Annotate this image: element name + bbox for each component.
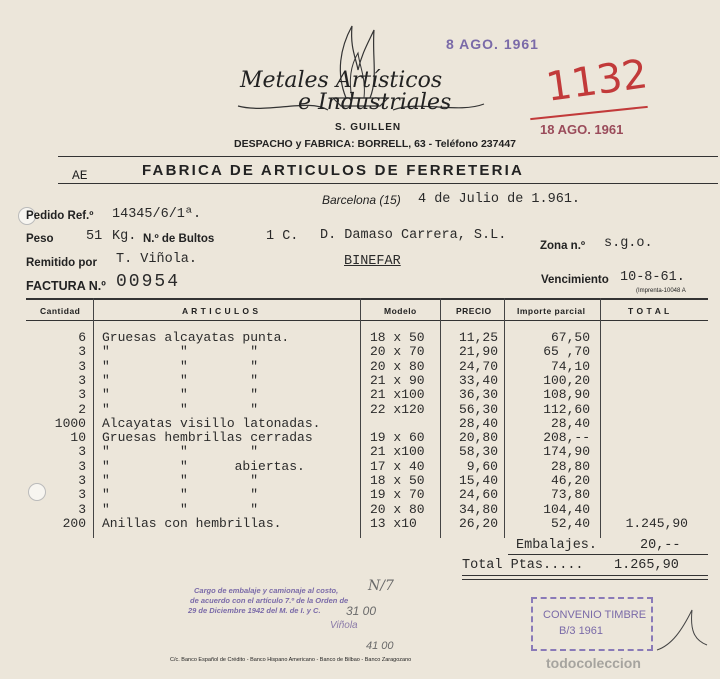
zona-value: s.g.o. (604, 236, 653, 251)
remitido-label: Remitido por (26, 257, 97, 269)
cell-qty: 200 (62, 515, 86, 531)
col-head-articles: A R T I C U L O S (182, 306, 259, 316)
company-tagline: FABRICA DE ARTICULOS DE FERRETERIA (142, 162, 525, 179)
cell-model: 18 x 50 (370, 473, 425, 488)
total-rule-2 (462, 579, 708, 580)
cell-qty: 3 (78, 444, 86, 460)
client-name: D. Damaso Carrera, S.L. (320, 228, 507, 243)
cargo-note-line-1: Cargo de embalaje y camionaje al costo, (194, 586, 339, 595)
brand-line-2: e Industriales (298, 90, 452, 115)
red-underline (530, 106, 648, 120)
zona-label: Zona n.º (540, 240, 586, 252)
cell-model: 20 x 80 (370, 358, 425, 374)
pencil-note-1: N/7 (368, 578, 394, 594)
cargo-note-line-3: 29 de Diciembre 1942 del M. de I. y C. (188, 606, 321, 615)
cell-model: 20 x 70 (370, 344, 425, 360)
red-date-stamp: 18 AGO. 1961 (540, 122, 624, 137)
cell-qty: 1000 (54, 415, 86, 431)
cell-amount: 65 ,70 (543, 344, 590, 360)
cell-amount: 112,60 (543, 401, 590, 417)
table-row (0, 473, 720, 487)
cell-model: 20 x 80 (370, 501, 425, 517)
col-head-model: Modelo (384, 306, 417, 316)
cell-price: 58,30 (458, 444, 498, 460)
cell-price: 11,25 (458, 330, 498, 345)
peso-unit: Kg. (112, 229, 137, 244)
cell-model: 19 x 70 (370, 487, 425, 503)
company-address: DESPACHO y FABRICA: BORRELL, 63 - Teléfono 237447 (234, 138, 516, 150)
place-printed: Barcelona (15) (322, 193, 401, 207)
total-value: 1.265,90 (614, 558, 679, 573)
table-row (0, 487, 720, 501)
cargo-note-line-2: de acuerdo con el artículo 7.º de la Orden de (190, 596, 349, 605)
embalajes-value: 20,-- (640, 538, 681, 553)
cell-price: 34,80 (458, 501, 498, 517)
cell-model: 22 x120 (370, 401, 425, 417)
invoice-date: 4 de Julio de 1.961. (418, 192, 581, 207)
col-head-total: T O T A L (628, 306, 670, 316)
vencimiento-label: Vencimiento (541, 274, 609, 286)
table-row (0, 330, 720, 344)
convenio-line-2: B/3 1961 (559, 625, 604, 637)
watermark: todocoleccion (546, 655, 641, 671)
cell-model: 19 x 60 (370, 430, 425, 446)
cell-qty: 6 (78, 330, 86, 345)
owner-name: S. GUILLEN (335, 122, 402, 133)
cell-price: 21,90 (458, 344, 498, 360)
cell-article: Alcayatas visillo latonadas. (102, 415, 321, 431)
cell-qty: 10 (70, 430, 86, 446)
table-row (0, 402, 720, 416)
cell-model: 21 x 90 (370, 372, 425, 388)
cell-price: 15,40 (458, 473, 498, 488)
cell-price: 56,30 (458, 401, 498, 417)
table-row (0, 359, 720, 373)
cell-price: 20,80 (458, 430, 498, 446)
convenio-line-1: CONVENIO TIMBRE (543, 609, 647, 621)
cell-article: " " " (102, 501, 259, 517)
table-row (0, 387, 720, 401)
printer-code: (Imprenta-10048 A (636, 288, 686, 294)
convenio-timbre-stamp (531, 597, 653, 651)
cell-article: " " " (102, 344, 259, 360)
company-logo (228, 18, 488, 118)
header-rule-bottom (58, 183, 718, 184)
cell-amount: 73,80 (550, 487, 590, 503)
cell-article: Gruesas alcayatas punta. (102, 330, 290, 345)
cell-price: 33,40 (458, 372, 498, 388)
table-row (0, 444, 720, 458)
table-head-rule (26, 320, 708, 321)
cell-article: " " " (102, 358, 259, 374)
cell-price: 24,70 (458, 358, 498, 374)
header-rule-top (58, 156, 718, 157)
cell-price: 24,60 (458, 487, 498, 503)
table-row (0, 430, 720, 444)
cell-article: " " " (102, 401, 259, 417)
cell-price: 28,40 (458, 415, 498, 431)
vencimiento-value: 10-8-61. (620, 270, 685, 285)
col-head-qty: Cantidad (40, 306, 81, 316)
bultos-value: 1 C. (266, 229, 299, 244)
cell-price: 36,30 (458, 387, 498, 403)
cell-article: Anillas con hembrillas. (102, 515, 282, 531)
cell-amount: 100,20 (543, 372, 590, 388)
cell-article: " " " (102, 372, 259, 388)
cell-model: 17 x 40 (370, 458, 425, 474)
col-head-price: PRECIO (456, 306, 492, 316)
cell-qty: 3 (78, 344, 86, 360)
col-head-amount: Importe parcial (517, 306, 586, 316)
cell-article: Gruesas hembrillas cerradas (102, 430, 313, 446)
cell-amount: 28,40 (550, 415, 590, 431)
cell-model: 18 x 50 (370, 330, 425, 345)
cell-qty: 3 (78, 358, 86, 374)
cell-amount: 46,20 (550, 473, 590, 488)
cell-article: " " " (102, 444, 259, 460)
brand-line-1: Metales Artísticos (240, 68, 443, 93)
cell-qty: 2 (78, 401, 86, 417)
bultos-label: N.º de Bultos (143, 233, 215, 245)
total-rule-1 (462, 575, 708, 576)
embalajes-label: Embalajes. (516, 538, 598, 553)
ae-mark: AE (72, 168, 88, 183)
cell-qty: 3 (78, 501, 86, 517)
cell-total: 1.245,90 (625, 515, 688, 531)
red-handwritten-number: 1132 (543, 51, 651, 111)
table-row (0, 373, 720, 387)
pedido-value: 14345/6/1ª. (112, 207, 202, 222)
pencil-name: Viñola (330, 620, 358, 631)
table-row (0, 416, 720, 430)
cell-amount: 74,10 (550, 358, 590, 374)
factura-value: 00954 (116, 272, 181, 292)
cell-price: 9,60 (466, 458, 498, 474)
table-top-rule (26, 298, 708, 300)
peso-value: 51 (86, 229, 103, 244)
peso-label: Peso (26, 233, 54, 245)
cell-article: " " " (102, 473, 259, 488)
pencil-note-3: 41 00 (366, 640, 394, 652)
cell-model: 21 x100 (370, 387, 425, 403)
pencil-note-2: 31 00 (346, 604, 377, 618)
cell-amount: 67,50 (550, 330, 590, 345)
pedido-label: Pedido Ref.º (26, 210, 94, 222)
cell-qty: 3 (78, 487, 86, 503)
cell-amount: 104,40 (543, 501, 590, 517)
total-label: Total Ptas..... (462, 558, 584, 573)
cell-article: " " " (102, 387, 259, 403)
cell-model: 13 x10 (370, 515, 417, 531)
cell-qty: 3 (78, 387, 86, 403)
cell-qty: 3 (78, 458, 86, 474)
cell-article: " " abiertas. (102, 458, 305, 474)
cell-qty: 3 (78, 372, 86, 388)
cell-amount: 208,-- (543, 430, 590, 446)
cell-amount: 174,90 (543, 444, 590, 460)
cell-price: 26,20 (458, 515, 498, 531)
bank-footer: C/c. Banco Español de Crédito - Banco Hispano Americano - Banco de Bilbao - Banco Zaragozano (170, 657, 412, 663)
cell-qty: 3 (78, 473, 86, 488)
table-row (0, 344, 720, 358)
signature-scribble (652, 600, 712, 660)
factura-label: FACTURA N.º (26, 279, 106, 293)
cell-model: 21 x100 (370, 444, 425, 460)
table-row (0, 459, 720, 473)
embalajes-rule (508, 554, 708, 555)
received-date-stamp: 8 AGO. 1961 (446, 36, 539, 52)
table-row (0, 516, 720, 530)
cell-article: " " " (102, 487, 259, 503)
city: BINEFAR (344, 254, 401, 269)
cell-amount: 52,40 (550, 515, 590, 531)
remitido-value: T. Viñola. (116, 252, 198, 267)
cell-amount: 108,90 (543, 387, 590, 403)
cell-amount: 28,80 (550, 458, 590, 474)
table-row (0, 502, 720, 516)
